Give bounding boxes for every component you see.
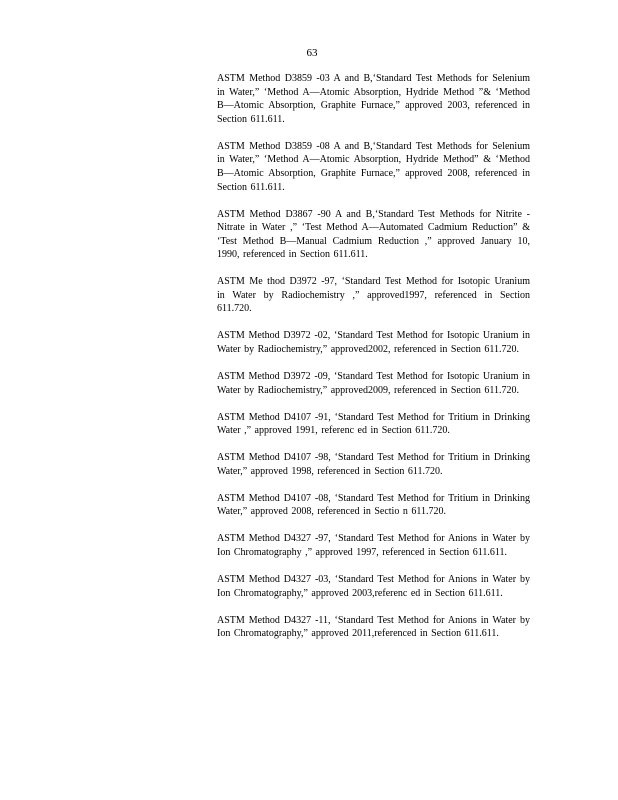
reference-list (217, 72, 530, 654)
reference-entry: ASTM Method D4327 -03, ‘Standard Test Method for Anions in Water by Ion Chromatography,” approved 2003,referenc ed in Section 611.611. (217, 573, 530, 599)
reference-entry: ASTM Method D4107 -91, ‘Standard Test Method for Tritium in Drinking Water ,” approved 1991, referenc ed in Section 611.720. (217, 411, 530, 437)
reference-entry: ASTM Method D3859 -03 A and B,‘Standard Test Methods for Selenium in Water,” ‘Method A—Atomic Absorption, Hydride Method ”& ‘Method B—Atomic Absorption, Graphite Furnace,” approved 2003, referenced in Section 611.611. (217, 73, 530, 125)
reference-entry: ASTM Method D3867 -90 A and B,‘Standard Test Methods for Nitrite -Nitrate in Water ,” ‘Test Method A—Automated Cadmium Reduction” & ‘Test Method B—Manual Cadmium Reduction ,” approved January 10, 1990, referenced in Section 611.611. (217, 208, 530, 261)
reference-entry: ASTM Method D3972 -02, ‘Standard Test Method for Isotopic Uranium in Water by Radiochemistry,” approved2002, referenced in Section 611.720. (217, 330, 530, 356)
reference-entry: ASTM Me thod D3972 -97, ‘Standard Test Method for Isotopic Uranium in Water by Radiochemistry ,” approved1997, referenced in Section 611.720. (217, 276, 530, 315)
reference-entry: ASTM Method D4327 -97, ‘Standard Test Method for Anions in Water by Ion Chromatography ,” approved 1997, referenced in Section 611.611. (217, 533, 530, 558)
reference-entry: ASTM Method D3972 -09, ‘Standard Test Method for Isotopic Uranium in Water by Radiochemistry,” approved2009, referenced in Section 611.720. (217, 371, 530, 396)
reference-entry: ASTM Method D4107 -98, ‘Standard Test Method for Tritium in Drinking Water,” approved 1998, referenced in Section 611.720. (217, 452, 530, 477)
reference-entry: ASTM Method D3859 -08 A and B,‘Standard Test Methods for Selenium in Water,” ‘Method A—Atomic Absorption, Hydride Method” & ‘Method B—Atomic Absorption, Graphite Furnace,” approved 2008, referenced in Section 611.611. (217, 140, 530, 193)
reference-entry: ASTM Method D4327 -11, ‘Standard Test Method for Anions in Water by Ion Chromatography,” approved 2011,referenced in Section 611.611. (217, 614, 530, 640)
reference-entry: ASTM Method D4107 -08, ‘Standard Test Method for Tritium in Drinking Water,” approved 2008, referenced in Sectio n 611.720. (217, 492, 530, 518)
page-number: 63 (306, 47, 318, 59)
